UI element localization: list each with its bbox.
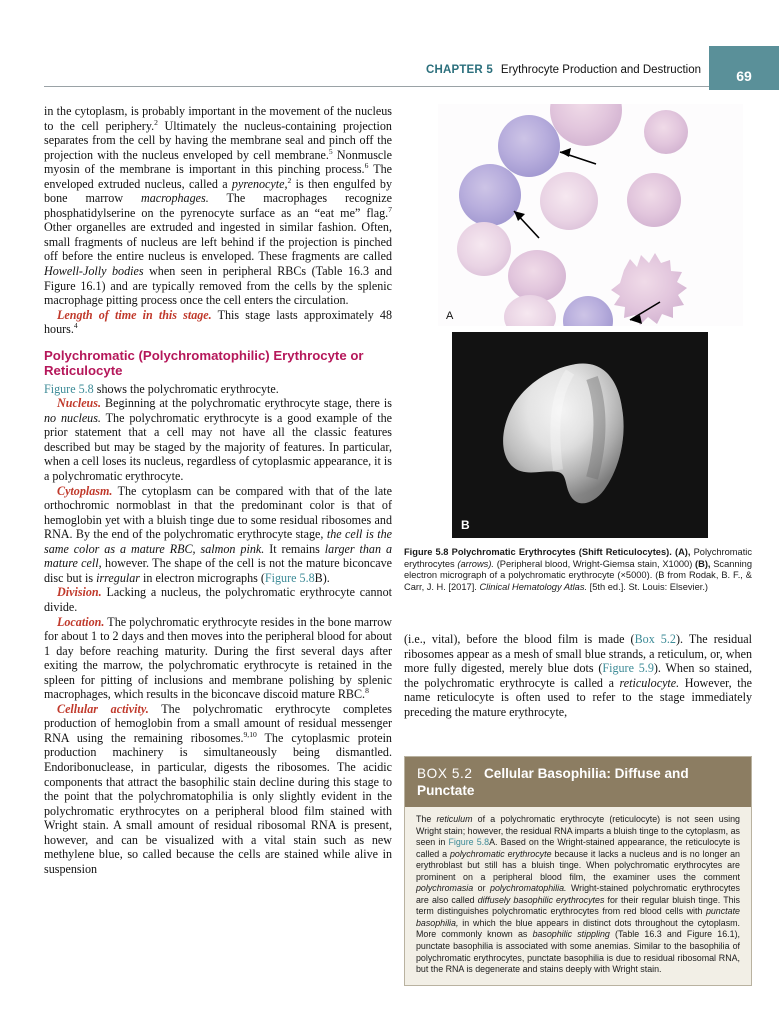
footnote-ref: 5	[328, 146, 333, 156]
footnote-ref: 2	[154, 117, 158, 127]
emphasis-diffusely-basophilic: diffusely basophilic erythrocytes	[477, 894, 605, 905]
blood-smear-svg	[438, 104, 743, 326]
footnote-ref: 2	[287, 175, 292, 185]
text-run: (i.e., vital), before the blood film is made (	[404, 632, 635, 646]
cross-reference-figure-5-9[interactable]: Figure 5.9	[602, 661, 654, 676]
text-run: however. The shape of the cell is not the mature biconcave disc but is	[44, 556, 392, 585]
run-in-heading-division: Division.	[57, 585, 102, 600]
panel-b-label: B	[461, 518, 470, 532]
caption-figure-number: Figure 5.8	[404, 547, 449, 557]
emphasis-howell-jolly: Howell-Jolly bodies	[44, 264, 144, 279]
text-run: because it lacks a nucleus and is no longer an erythroblast but still has a bluish tinge. When polychromatic erythrocytes are prominent on a peripheral blood film, the examiner uses the comment	[416, 848, 740, 882]
running-head-text	[426, 64, 701, 76]
caption-panel-b-rest: [5th ed.]. St. Louis: Elsevier.)	[587, 581, 709, 592]
box-body-text	[405, 807, 751, 985]
footnote-ref: 6	[364, 161, 369, 171]
run-in-heading-nucleus: Nucleus.	[57, 396, 102, 411]
emphasis-reticulum: reticulum	[436, 814, 473, 824]
emphasis-macrophages: macrophages.	[141, 191, 209, 206]
caption-panel-b-italic: Clinical Hematology Atlas.	[479, 581, 588, 592]
text-run: in the cytoplasm, is probably important in the movement of the nucleus to the cell periphery.	[44, 104, 392, 133]
polychromatic-erythrocyte	[459, 164, 521, 226]
run-in-heading-cellular-activity: Cellular activity.	[57, 701, 149, 716]
run-in-heading-length-of-time: Length of time in this stage.	[57, 307, 212, 322]
erythrocyte	[540, 172, 598, 230]
text-run: Nonmuscle myosin of the membrane is important in this pinching process.	[44, 147, 392, 177]
text-run: of a polychromatic erythrocyte (reticulocyte) is not seen using Wright stain; however, the residual RNA imparts a bluish tinge to the cytoplasm, as seen in	[416, 814, 740, 848]
text-run: The cytoplasm can be compared with that of the late orthochromic normoblast in that the predominant color is that of hemoglobin yet with a bluish tinge due to some residual ribosomes and RNA. By the end of the polychromatic erythrocyte stage,	[44, 483, 392, 542]
footnote-ref: 8	[365, 686, 369, 696]
figure-caption	[404, 547, 752, 593]
text-run: It remains	[264, 541, 325, 556]
box-title: Cellular Basophilia: Diffuse and Punctate	[417, 766, 689, 798]
erythrocyte	[508, 250, 566, 302]
text-run: The	[416, 814, 437, 824]
run-in-heading-location: Location.	[57, 614, 105, 629]
right-text-column	[404, 632, 752, 719]
polychromatic-erythrocyte	[498, 115, 560, 177]
paragraph-location	[44, 615, 392, 702]
text-run: B).	[314, 570, 330, 585]
emphasis-pyrenocyte: pyrenocyte,	[231, 176, 288, 191]
left-text-column	[44, 104, 392, 876]
panel-a-blood-smear-image	[438, 104, 743, 326]
erythrocyte	[457, 222, 511, 276]
text-run: A. Based on the Wright-stained appearance, the reticulocyte is called a	[416, 837, 740, 859]
erythrocyte	[644, 110, 688, 154]
emphasis-basophilic-stippling: basophilic stippling	[532, 929, 610, 940]
text-run: for their regular bluish tinge. This term distinguishes polychromatic erythrocytes from red blood cells with	[416, 894, 740, 917]
panel-a-label: A	[446, 310, 454, 322]
cross-reference-box-5-2[interactable]: Box 5.2	[634, 632, 676, 646]
chapter-title: Erythrocyte Production and Destruction	[500, 64, 701, 76]
cross-reference-figure-5-8[interactable]: Figure 5.8	[44, 381, 94, 396]
emphasis-polychromatophilia: polychromatophilia.	[490, 883, 567, 894]
cross-reference-figure-5-8b[interactable]: Figure 5.8	[264, 570, 315, 585]
text-run: in electron micrographs (	[139, 570, 265, 585]
text-run: ). When so stained, the polychromatic erythrocyte is called a	[404, 661, 753, 690]
paragraph-nucleus-extrusion	[44, 104, 392, 308]
box-5-2	[404, 756, 752, 986]
emphasis-no-nucleus: no nucleus.	[44, 410, 101, 425]
caption-title: Polychromatic Erythrocytes (Shift Reticulocytes).	[448, 547, 672, 557]
section-heading-polychromatic: Polychromatic (Polychromatophilic) Erythrocyte or Reticulocyte	[44, 347, 364, 379]
text-run: (Table 16.3 and Figure 16.1), punctate basophilia is associated with some anemias. Similar to the basophilia of polychromatic erythrocytes, punctate basophilia is due to residual ribosomal RNA, but the RNA is degenerate and stains deeply with Wright stain.	[416, 929, 740, 975]
panel-b-sem-image	[452, 332, 708, 538]
text-run: Other organelles are extruded and ingested in similar fashion. Often, small fragments of nucleus are left behind if the projection is pinched off before the entire nucleus is enveloped. These fragments are called	[44, 220, 392, 264]
text-run: ). The residual ribosomes appear as a mesh of small blue strands, a reticulum, or, when more fully digested, merely blue dots (	[404, 632, 752, 676]
paragraph-figure-reference	[44, 382, 392, 397]
text-run: This stage lasts approximately 48 hours.	[44, 307, 392, 337]
running-head	[0, 46, 779, 90]
erythrocyte	[627, 173, 681, 227]
text-run: Beginning at the polychromatic erythrocyte stage, there is	[101, 396, 392, 411]
paragraph-length-of-time	[44, 308, 392, 337]
footnote-ref: 7	[388, 204, 392, 214]
paragraph-division	[44, 585, 392, 614]
text-run: The cytoplasmic protein production machinery is simultaneously being dismantled. Endoribonuclease, in particular, digests the ribosomes. The acidic components that attract the basophilic stain decline during this stage to the point that the polychromatophilia is only slightly evident in the polychromatic erythrocytes on a peripheral blood film stained with Wright stain. A small amount of residual ribosomal RNA is present, however, and can be visualized with a vital stain such as new methylene blue, so called because the cells are stained while alive in suspension	[44, 730, 392, 876]
footnote-ref: 4	[73, 321, 78, 331]
run-in-heading-cytoplasm: Cytoplasm.	[57, 483, 113, 498]
emphasis-reticulocyte: reticulocyte.	[619, 675, 680, 690]
emphasis-polychromatic-erythrocyte: polychromatic erythrocyte	[449, 848, 552, 859]
text-run: The enveloped extruded nucleus, called a	[44, 162, 393, 191]
caption-panel-b-text: Scanning electron micrograph of a polychromatic erythrocyte (×5000). (B from Rodak, B. F., & Carr, J. H. [2017].	[404, 558, 752, 592]
footnote-ref: 9,10	[243, 729, 257, 739]
emphasis-larger-than-mature: larger than a mature cell,	[44, 541, 393, 571]
chapter-label: CHAPTER 5	[425, 64, 493, 76]
text-run: Wright-stained polychromatic erythrocytes are also called	[416, 883, 740, 905]
emphasis-punctate-basophilia: punctate basophilia,	[416, 906, 740, 928]
cross-reference-figure-5-8a[interactable]: Figure 5.8	[448, 837, 490, 848]
text-run: shows the polychromatic erythrocyte.	[93, 381, 279, 396]
text-run: The macrophages recognize phosphatidylserine on the pyrenocyte surface as an “eat me” flag.	[44, 191, 392, 220]
paragraph-nucleus	[44, 396, 392, 483]
emphasis-irregular: irregular	[96, 570, 140, 585]
paragraph-cellular-activity	[44, 702, 392, 877]
emphasis-salmon-pink: the cell is the same color as a mature RBC, salmon pink.	[44, 527, 392, 556]
caption-panel-a-rest: (Peripheral blood, Wright-Giemsa stain, X1000)	[494, 558, 693, 569]
text-run: However, the name reticulocyte is often used to refer to the stage immediately preceding the mature erythrocyte,	[404, 675, 753, 719]
text-run: when seen in peripheral RBCs (Table 16.3 and Figure 16.1) and are typically removed from the cells by the splenic macrophage pitting process once the cell enters the circulation.	[44, 264, 392, 308]
text-run: or	[473, 883, 491, 894]
box-number: BOX 5.2	[417, 766, 473, 781]
paragraph-cytoplasm	[44, 484, 392, 586]
text-run: Lacking a nucleus, the polychromatic erythrocyte cannot divide.	[44, 585, 392, 614]
sem-svg	[452, 332, 708, 538]
text-run: The polychromatic erythrocyte resides in the bone marrow for about 1 to 2 days and then moves into the peripheral blood for about 1 day before reaching maturity. During the first several days after exiting the marrow, the polychromatic erythrocyte is retained in the spleen for pitting of inclusions and membrane polishing by splenic macrophages, which results in the biconcave discoid mature RBC.	[44, 614, 392, 702]
caption-panel-a-italic: (arrows).	[457, 558, 495, 569]
box-header	[405, 757, 751, 807]
figure-5-8	[404, 104, 752, 593]
caption-panel-a-label: (A),	[674, 547, 691, 557]
text-run: The polychromatic erythrocyte is a good example of the prior statement that a cell may not have all the classic features described but may be staged by the majority of features. In particular, when a cell loses its nucleus, regardless of cytoplasmic appearance, it is a polychromatic erythrocyte.	[44, 410, 392, 484]
text-run: in which the blue appears in distinct dots throughout the cytoplasm. More commonly known as	[416, 917, 740, 940]
text-run: is then engulfed by bone marrow	[44, 176, 392, 206]
header-rule	[44, 86, 709, 87]
emphasis-polychromasia: polychromasia	[416, 883, 474, 894]
text-run: The polychromatic erythrocyte completes production of hemoglobin from a small amount of residual messenger RNA using the remaining ribosomes.	[44, 701, 392, 745]
text-run: Ultimately the nucleus-containing projection separates from the cell by having the membrane seal and pinch off the projection with the nucleus enveloped by cell membrane.	[44, 118, 392, 162]
caption-panel-b-label: (B),	[695, 558, 711, 569]
paragraph-reticulocyte	[404, 632, 752, 719]
caption-panel-a-text: Polychromatic erythrocytes	[404, 547, 752, 569]
page-number: 69	[736, 68, 752, 84]
